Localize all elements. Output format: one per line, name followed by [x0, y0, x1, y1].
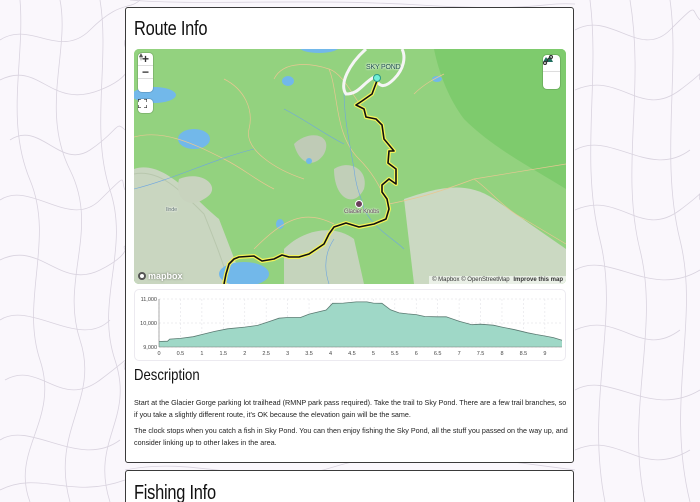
svg-text:4: 4: [328, 351, 333, 357]
improve-map-link[interactable]: Improve this map: [513, 277, 563, 283]
map-attribution: [429, 276, 566, 284]
svg-text:8: 8: [500, 351, 504, 357]
map-layer-controls: [543, 55, 560, 89]
mapbox-logo-icon: [138, 272, 146, 280]
description-paragraph-2: The clock stops when you catch a fish in Sky Pond. You can then enjoy fishing the Sky Pond, all the stuff you passed on the way up, and consider linking up to other lakes in the area.: [134, 426, 568, 447]
zoom-in-button[interactable]: +: [138, 53, 153, 66]
fullscreen-icon: [138, 99, 147, 108]
elevation-chart-plot: [135, 290, 567, 362]
fishing-info-title: Fishing Info: [134, 482, 216, 502]
svg-text:0.5: 0.5: [176, 351, 185, 357]
sky-pond-label: SKY POND: [366, 64, 401, 71]
mapbox-logo[interactable]: [138, 271, 183, 281]
description-paragraph-1: Start at the Glacier Gorge parking lot trailhead (RMNP park pass required). Take the trail to Sky Pond. There are a few trail branches, so if you take a slightly different route, it's OK because the elevation gain will be the same.: [134, 398, 567, 419]
svg-text:7.5: 7.5: [476, 351, 485, 357]
destination-marker[interactable]: [373, 74, 381, 82]
svg-text:0: 0: [157, 351, 161, 357]
compass-icon: [138, 53, 144, 61]
svg-text:3: 3: [286, 351, 290, 357]
compass-button[interactable]: [138, 79, 153, 92]
svg-text:6: 6: [414, 351, 418, 357]
route-info-title: Route Info: [134, 18, 208, 40]
svg-text:5: 5: [371, 351, 375, 357]
svg-text:10,000: 10,000: [140, 321, 157, 327]
svg-text:9: 9: [543, 351, 547, 357]
svg-text:1.5: 1.5: [219, 351, 228, 357]
svg-text:2: 2: [243, 351, 247, 357]
svg-text:8.5: 8.5: [519, 351, 528, 357]
osm-attribution-link[interactable]: © OpenStreetMap: [461, 277, 510, 283]
svg-text:1: 1: [200, 351, 204, 357]
map-terrain: [134, 49, 566, 284]
mapbox-attribution-link[interactable]: © Mapbox: [432, 277, 460, 283]
route-toggle-button[interactable]: [543, 72, 560, 89]
zoom-controls: [138, 53, 153, 92]
route-icon: [543, 55, 553, 65]
svg-text:3.5: 3.5: [305, 351, 313, 357]
zoom-out-button[interactable]: −: [138, 66, 153, 79]
glacier-knobs-label: Glacier Knobs: [344, 209, 380, 215]
elevation-profile-chart[interactable]: [134, 289, 566, 361]
fishing-info-card: [125, 470, 574, 502]
svg-text:11,000: 11,000: [140, 297, 157, 303]
svg-text:5.5: 5.5: [390, 351, 399, 357]
mapbox-logo-text: mapbox: [148, 271, 183, 281]
svg-text:6.5: 6.5: [433, 351, 442, 357]
fullscreen-button[interactable]: [138, 99, 153, 113]
description-heading: Description: [134, 367, 200, 384]
svg-text:7: 7: [457, 351, 461, 357]
svg-text:4.5: 4.5: [348, 351, 356, 357]
route-info-card: [125, 7, 574, 463]
area-label: Ilnde: [166, 207, 177, 213]
route-map[interactable]: [134, 49, 566, 284]
fullscreen-control: [138, 99, 153, 113]
svg-text:2.5: 2.5: [262, 351, 271, 357]
svg-text:9,000: 9,000: [143, 345, 157, 351]
